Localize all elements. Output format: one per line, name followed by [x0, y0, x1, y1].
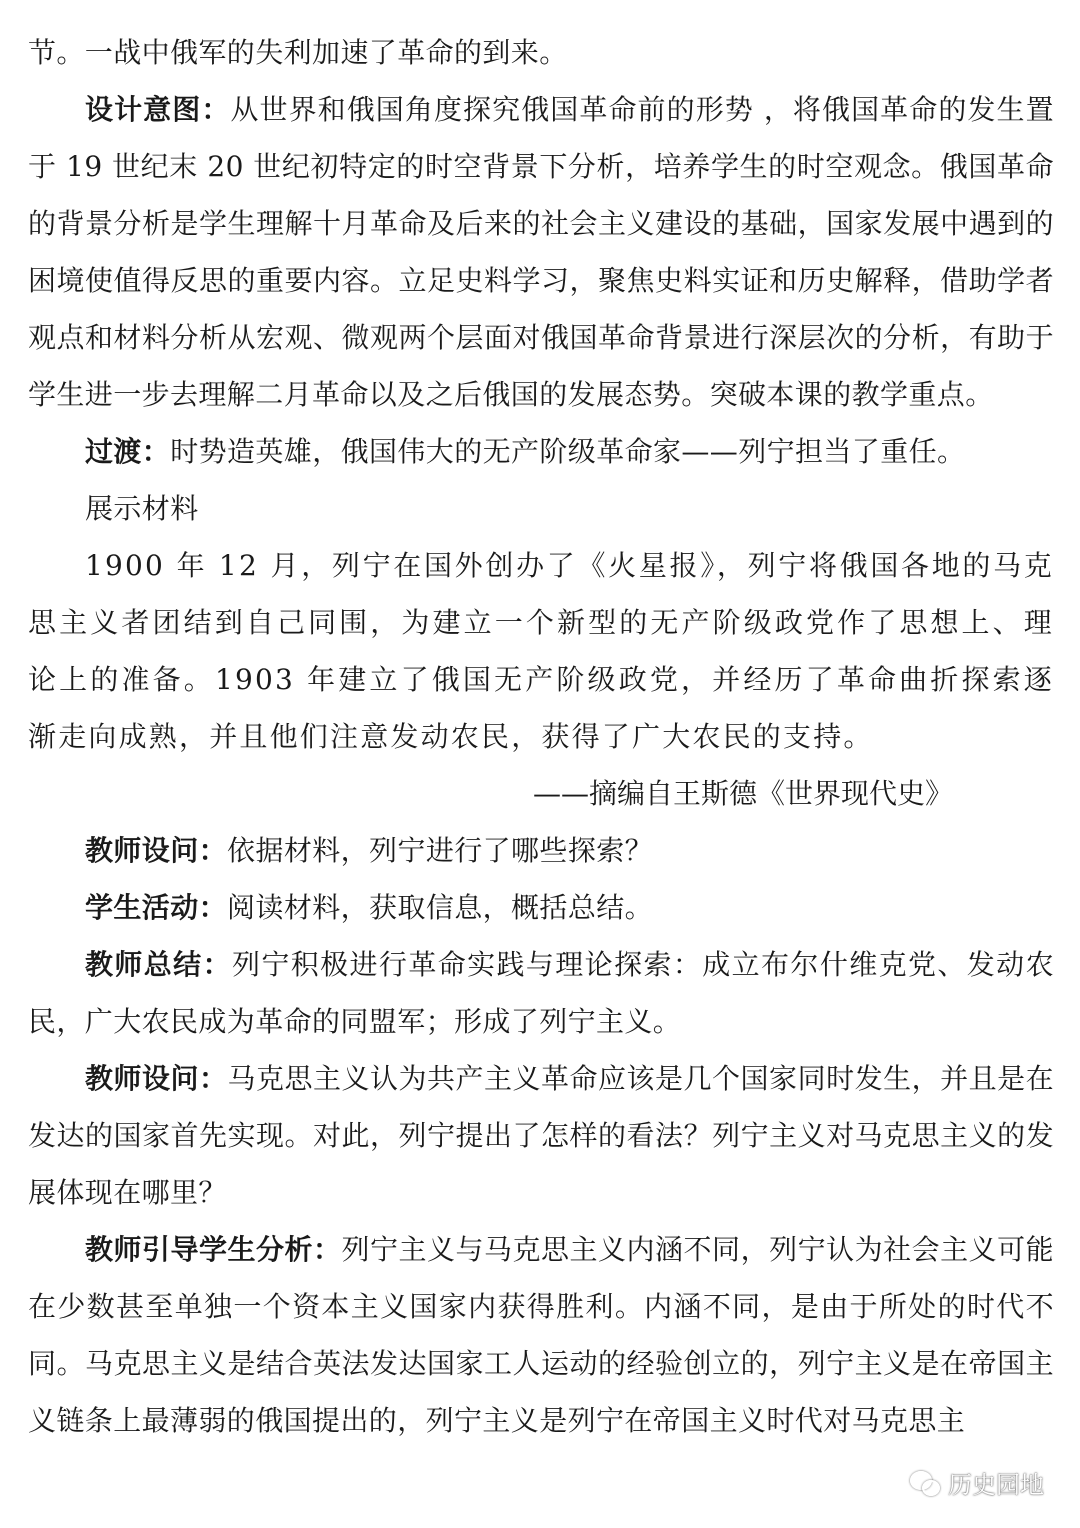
paragraph-text: 1900 年 12 月，列宁在国外创办了《火星报》，列宁将俄国各地的马克思主义者团结到自己同围，为建立一个新型的无产阶级政党作了思想上、理论上的准备。1903 年建立了俄国无产阶级政党，并经历了革命曲折探索逐渐走向成熟，并且他们注意发动农民，获得了广大农民的支持。 — [28, 549, 1054, 753]
paragraph-text: 节。一战中俄军的失利加速了革命的到来。 — [28, 36, 568, 69]
paragraph-label: 学生活动： — [85, 891, 228, 924]
paragraph-design-intent — [28, 81, 1054, 423]
paragraph-label: 教师引导学生分析： — [85, 1233, 342, 1266]
paragraph-teacher-question-2 — [28, 1050, 1054, 1221]
document-page — [28, 24, 1054, 1449]
paragraph-text: ——摘编自王斯德《世界现代史》 — [533, 777, 954, 810]
paragraph-continuation — [28, 24, 1054, 81]
paragraph-teacher-summary — [28, 936, 1054, 1050]
watermark-text: 历史园地 — [948, 1471, 1044, 1499]
paragraph-text: 时势造英雄，俄国伟大的无产阶级革命家——列宁担当了重任。 — [170, 435, 966, 468]
paragraph-transition — [28, 423, 1054, 480]
paragraph-label: 教师设问： — [85, 834, 228, 867]
paragraph-text: 展示材料 — [85, 492, 199, 525]
paragraph-label: 过渡： — [85, 435, 171, 468]
paragraph-text: 列宁主义与马克思主义内涵不同，列宁认为社会主义可能在少数甚至单独一个资本主义国家内获得胜利。内涵不同，是由于所处的时代不同。马克思主义是结合英法发达国家工人运动的经验创立的，列宁主义是在帝国主义链条上最薄弱的俄国提出的，列宁主义是列宁在帝国主义时代对马克思主 — [28, 1233, 1054, 1437]
paragraph-label: 教师总结： — [85, 948, 232, 981]
paragraph-label: 设计意图： — [85, 93, 231, 126]
paragraph-teacher-guide — [28, 1221, 1054, 1449]
paragraph-text: 马克思主义认为共产主义革命应该是几个国家同时发生，并且是在发达的国家首先实现。对此，列宁提出了怎样的看法？列宁主义对马克思主义的发展体现在哪里？ — [28, 1062, 1054, 1209]
wechat-icon — [910, 1471, 940, 1495]
material-source — [28, 765, 1054, 822]
material-quote — [28, 537, 1054, 765]
watermark — [910, 1465, 1044, 1500]
paragraph-text: 依据材料，列宁进行了哪些探索？ — [227, 834, 654, 867]
paragraph-text: 列宁积极进行革命实践与理论探索：成立布尔什维克党、发动农民，广大农民成为革命的同盟军；形成了列宁主义。 — [28, 948, 1054, 1038]
paragraph-teacher-question-1 — [28, 822, 1054, 879]
paragraph-text: 阅读材料，获取信息，概括总结。 — [227, 891, 654, 924]
paragraph-student-activity — [28, 879, 1054, 936]
paragraph-label: 教师设问： — [85, 1062, 228, 1095]
paragraph-show-material — [28, 480, 1054, 537]
paragraph-text: 从世界和俄国角度探究俄国革命前的形势 ，将俄国革命的发生置于 19 世纪末 20 世纪初特定的时空背景下分析，培养学生的时空观念。俄国革命的背景分析是学生理解十月革命及后来的社会主义建设的基础，国家发展中遇到的困境使值得反思的重要内容。立足史料学习，聚焦史料实证和历史解释，借助学者观点和材料分析从宏观、微观两个层面对俄国革命背景进行深层次的分析，有助于学生进一步去理解二月革命以及之后俄国的发展态势。突破本课的教学重点。 — [28, 93, 1054, 411]
